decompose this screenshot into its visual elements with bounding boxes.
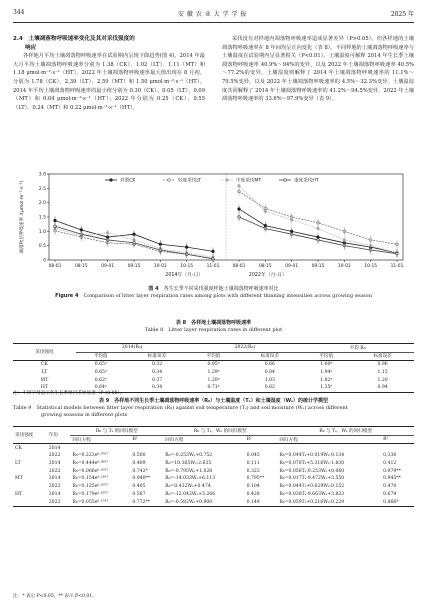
table-cell: 0.866*	[383, 499, 399, 505]
table-cell: CK	[15, 445, 22, 451]
table-cell: 2022	[48, 468, 61, 474]
y-tick-label: 3.0	[38, 172, 46, 178]
table-9	[13, 426, 414, 507]
table-8-subheader: 平均值	[206, 354, 221, 360]
table-9-subheader: R²	[132, 437, 138, 443]
table-cell: 0.409	[132, 461, 146, 467]
table-cell: 0.62ᵃ	[94, 377, 107, 383]
legend-label: 对照CK	[120, 178, 136, 184]
x-tick-label: 08-01	[232, 264, 246, 269]
table-cell: R₀=0.038Tₛ-9.663Wₛ+3.823	[279, 491, 345, 497]
legend-label: 重度采伐HT	[294, 178, 319, 184]
table-8-title-cn: 表 8 各样地土壤凋落物呼吸速率	[175, 320, 252, 326]
table-cell: 1.35ᵃ	[320, 385, 333, 391]
table-cell: 0.412	[383, 461, 397, 467]
table-row	[13, 491, 414, 499]
table-cell: R₀=0.066e⁰·¹⁶⁵ᵀ	[72, 468, 109, 474]
table-9-header: R₀ 与 Tₛ 的回归模型	[70, 427, 163, 436]
table-cell: 0.795**	[246, 476, 265, 482]
table-cell: 0.470	[383, 484, 397, 490]
table-cell: R₀=0.154e⁰·²¹⁸ᵀ	[72, 476, 109, 482]
table-cell: R₀=0.017Tₛ-9.472Wₛ+3.550	[279, 476, 345, 482]
x-tick-label: 10-01	[337, 264, 351, 269]
table-cell: 0.500	[132, 453, 146, 459]
table-8-subheader: 平均值	[319, 354, 334, 360]
table-cell: 0.742*	[132, 468, 148, 474]
table-8-subheader: 标准误差	[147, 354, 167, 360]
table-cell: R₀=0.044Tₛ+0.019Wₛ-0.134	[279, 453, 345, 459]
table-9-title-en-1: Table 9 Statistical models between litter layer respiration (R₀) against soil temperature (Tₛ) and soil moisture (Wₛ) across different	[13, 405, 348, 411]
table-cell: 0.336	[383, 453, 397, 459]
x-tick-label: 09-15	[127, 264, 141, 269]
section-title-line1: 2.4 土壤凋落物呼吸速率变化及其对采伐强度的	[13, 36, 135, 42]
table-cell: 0.65ᵃ	[94, 370, 107, 376]
table-cell: MT	[15, 476, 23, 482]
table-8-subheader: 平均值	[93, 354, 108, 360]
table-cell	[381, 444, 414, 452]
table-cell: 0.111	[246, 461, 260, 467]
section-title-line2: 响应	[25, 44, 37, 51]
table-cell: 2014	[48, 491, 61, 497]
table-cell: R₀=0.179e⁰·¹⁸⁵ᵀ	[72, 491, 109, 497]
table-9-title-en-2: growing seasons in different plots	[41, 412, 128, 418]
table-row	[13, 475, 414, 483]
left-paragraph: 各样地月平均土壤凋落物呼吸速率在试验期内呈现下降趋势(图 4)。2014 年最大月平均土壤凋落物呼吸速率分别为 1.38（CK）、1.02（LT）、1.11（MT）和 1.18 μmol·m⁻²·s⁻¹（HT）。2022 年土壤凋落物呼吸速率最大值出现在 8 月初，分别为 1.78（CK）、2.39（LT）、2.59（MT）和 1.50 μmol·m⁻²·s⁻¹（HT）。2014 年平均土壤凋落物呼吸速率的最小值分别为 0.30（CK）、0.05（LT）、0.09（MT）和 0.04 μmol·m⁻²·s⁻¹（HT）；2022 年分别为 0.25（CK）、0.55（LT）、0.24（MT）和 0.22 μmol·m⁻²·s⁻¹（HT）。	[13, 53, 205, 111]
table-9-header: R₀ 与 Tₛ、Wₛ 的回归模型	[163, 427, 277, 436]
table-cell: 1.29ᵃ	[207, 370, 220, 376]
figure-4-caption	[13, 286, 414, 300]
figure-4-chart	[13, 168, 414, 286]
x-axis-label: 2014年（月-日） 2022年（月-日）	[165, 273, 287, 278]
table-cell: 2022	[48, 499, 61, 505]
figure-4-caption-en	[13, 293, 414, 300]
table-row	[13, 483, 414, 491]
table-cell: 0.65ᵃ	[94, 362, 107, 368]
x-tick-label: 11-01	[390, 264, 404, 269]
x-tick-label: 08-15	[74, 264, 88, 269]
y-tick-label: 2.5	[38, 186, 46, 192]
table-8-note: 注：不同字母表示各生长季组内差异显著（P<0.05）。	[13, 391, 125, 396]
table-9-subheader: R²	[383, 437, 389, 443]
y-tick-label: 0.5	[38, 244, 46, 250]
table-cell: 0.62	[264, 385, 275, 391]
table-cell: 0.64ᵃ	[94, 385, 107, 391]
table-cell: R₀=0.044Tₛ+0.629Wₛ-0.152	[279, 484, 345, 490]
table-8-year-header: 2014(R₀)	[76, 344, 189, 353]
table-row	[13, 460, 414, 468]
table-row	[13, 361, 414, 369]
journal-title: 安 徽 农 业 大 学 学 报	[178, 11, 247, 18]
x-tick-label: 09-15	[311, 264, 325, 269]
left-column	[13, 35, 205, 112]
right-paragraph: 采伐没有对样地内凋落物呼吸速率造成显著差异（P>0.05）。但各样地的土壤凋落物呼吸速率在 8 年间均呈正向变化（表 8）。不同样地的土壤凋落物呼吸速率与土壤温度在试验期内呈显著相关（P<0.01）。土壤温度可解释 2014 年生长季土壤凋落物呼吸速率 40.9%～94%的变异，以及 2022 年土壤凋落物呼吸速率 40.5%～77.2%的变异。土壤湿度则解释了 2014 年土壤凋落物呼吸速率的 11.1%～79.5%变异，以及 2022 年土壤凋落物呼吸速率的 4.5%～32.3%变异。土壤温湿度共同解释了 2014 年土壤凋落物呼吸速率的 41.2%～94.5%变异，2022 年土壤凋落物呼吸速率的 33.6%～97.9%变异（表 9）。	[222, 36, 414, 103]
y-tick-label: 1.5	[38, 215, 46, 221]
x-tick-label: 09-01	[285, 264, 299, 269]
table-cell: 0.34	[152, 385, 163, 391]
table-cell: HT	[40, 385, 48, 391]
x-tick-label: 10-15	[364, 264, 378, 269]
table-cell: 1.03	[264, 377, 275, 383]
table-8-subheader: 标准误差	[373, 354, 392, 360]
y-tick-label: 0	[43, 258, 46, 264]
table-cell: 0.71ᵃ	[207, 385, 220, 391]
table-cell: 0.149	[246, 499, 260, 505]
y-axis-label: 凋落物层呼吸速率 /(μmol·m⁻²·s⁻¹)	[20, 180, 25, 254]
table-cell: R₀=0.223e⁰·⁰⁷⁸ᵀ	[72, 453, 109, 459]
table-cell: 0.37	[152, 377, 163, 383]
table-cell: R₀=-0.795Wₛ+1.028	[165, 468, 213, 474]
x-tick-label: 10-15	[180, 264, 194, 269]
table-cell: R₀=0.059Tₛ+0.216Wₛ-0.229	[279, 499, 345, 505]
table-9-title	[13, 398, 414, 419]
table-cell: 1.20ᵃ	[207, 377, 220, 383]
table-8-col-group: 采伐强度	[13, 344, 76, 361]
table-9-subheader: 回归方程	[72, 437, 91, 443]
table-cell: R₀=10.365Wₛ-2.635	[165, 461, 212, 467]
figure-4-label-en: Figure 4	[55, 293, 79, 299]
x-tick-label: 09-01	[101, 264, 115, 269]
table-cell	[130, 444, 163, 452]
table-9-subheader: R²	[246, 437, 252, 443]
table-cell	[70, 444, 130, 452]
table-cell: LT	[41, 370, 48, 376]
table-row	[13, 498, 414, 506]
table-cell: R₀=0.432Wₛ+0.474	[165, 484, 211, 490]
table-9-title-cn: 表 9 各样地不同生长季土壤凋落物呼吸速率（R₀）与土壤温度（Tₛ）和土壤湿度（Wₛ）的统计学模型	[99, 398, 328, 404]
x-tick-label: 10-01	[153, 264, 167, 269]
legend-marker	[110, 179, 113, 182]
table-cell: 0.66	[264, 362, 275, 368]
table-cell: 0.405	[132, 484, 146, 490]
table-cell	[13, 498, 47, 506]
table-cell	[245, 444, 278, 452]
table-cell: 2014	[48, 445, 61, 451]
right-column	[222, 35, 414, 104]
table-cell: R₀=0.056Tₛ-0.253Wₛ+0.060	[279, 468, 345, 474]
table-cell: HT	[15, 491, 23, 497]
table-cell: 0.045	[246, 453, 260, 459]
table-cell: 0.84	[264, 370, 275, 376]
table-cell: 0.567	[132, 491, 146, 497]
figure-4-caption-cn	[13, 286, 414, 293]
table-9-subheader: 回归方程	[165, 437, 184, 443]
table-cell	[13, 452, 47, 460]
table-cell: R₀=0.444e⁰·⁰⁸⁵ᵀ	[72, 461, 109, 467]
table-cell: R₀=0.055e⁰·¹⁷⁴ᵀ	[72, 499, 109, 505]
table-cell	[277, 444, 381, 452]
legend-label: 中度采伐MT	[236, 178, 262, 184]
figure-4-label: 图 4	[148, 286, 159, 292]
x-tick-label: 08-15	[258, 264, 272, 269]
table-cell: 0.979**	[383, 468, 401, 474]
table-9-header: R₀ 与 Tₛ、Wₛ 的回归模型	[277, 427, 414, 436]
table-row	[13, 376, 414, 384]
table-cell: 2022	[48, 484, 61, 490]
table-cell: 1.82ᵃ	[320, 377, 333, 383]
table-cell: R₀=-14.033Wₛ+6.113	[165, 476, 216, 482]
section-title	[13, 35, 205, 52]
figure-4-caption-en-text: Comparison of litter layer respiration rates among plots with different thinning intensities across growing season	[83, 293, 372, 299]
table-cell	[13, 483, 47, 491]
table-row	[13, 467, 414, 475]
table-cell: CK	[40, 362, 48, 368]
table-row	[13, 369, 414, 377]
table-cell: 0.95ᵃ	[207, 362, 220, 368]
legend-label: 轻度采伐LT	[178, 178, 202, 184]
table-cell: LT	[15, 461, 21, 467]
x-tick-label: 08-01	[48, 264, 62, 269]
table-cell: MT	[40, 377, 49, 383]
table-cell: 1.15	[377, 370, 388, 376]
table-cell: 0.940**	[132, 476, 151, 482]
table-9-note: 注：* 表示 P<0.05，** 表示 P<0.01。	[13, 594, 97, 599]
table-cell: 0.96	[377, 362, 388, 368]
table-cell: R₀=0.125e⁰·¹⁶⁵ᵀ	[72, 484, 109, 490]
legend-marker	[168, 179, 171, 182]
table-cell	[163, 444, 244, 452]
table-9-header: 采伐强度	[13, 427, 47, 444]
x-tick-label: 11-01	[206, 264, 220, 269]
table-cell: 1.20	[377, 377, 388, 383]
table-cell: 2014	[48, 476, 61, 482]
table-8-year-header: 平均 R₀	[301, 344, 414, 353]
table-cell: 0.428	[246, 491, 260, 497]
table-cell	[13, 467, 47, 475]
table-cell: 0.945**	[383, 476, 401, 482]
table-9-header: 年份	[47, 427, 71, 444]
table-cell: 2014	[48, 461, 61, 467]
table-8-title	[13, 320, 414, 334]
table-cell: R₀=0.076Tₛ+5.316Wₛ-1.830	[279, 461, 345, 467]
table-8-subheader: 标准误差	[260, 354, 280, 360]
table-cell: 0.323	[246, 468, 260, 474]
table-cell: 0.94	[377, 385, 388, 391]
table-cell: 1.60ᵃ	[320, 362, 333, 368]
table-cell: 0.772**	[132, 499, 151, 505]
table-8-year-header: 2022(R₀)	[189, 344, 302, 353]
table-cell: 1.94ᵃ	[320, 370, 333, 376]
figure-4-caption-cn-text: 各生长季不同采伐强度样地土壤凋落物呼吸速率对比	[163, 286, 279, 292]
legend-marker	[284, 179, 287, 182]
table-cell: 2022	[48, 453, 61, 459]
table-cell: 0.32	[152, 362, 163, 368]
header-rule	[13, 22, 414, 23]
y-tick-label: 2.0	[38, 201, 46, 207]
legend-marker	[226, 179, 229, 182]
y-tick-label: 1.0	[38, 229, 46, 235]
table-cell: 0.679	[383, 491, 397, 497]
table-8	[13, 343, 414, 393]
running-header	[13, 9, 414, 19]
table-cell: R₀=-0.253Wₛ+0.752	[165, 453, 213, 459]
page-number: 344	[13, 9, 25, 16]
table-8-title-en: Table 8 Litter layer respiration rates in different plot	[144, 327, 283, 333]
table-9-subheader: 回归方程	[279, 437, 298, 443]
issue-year: 2025 年	[390, 11, 414, 18]
table-row	[13, 452, 414, 460]
table-cell: 0.34	[152, 370, 163, 376]
table-row	[13, 444, 414, 452]
table-cell: R₀=-12.042Wₛ+5.266	[165, 491, 216, 497]
table-cell: R₀=-0.582Wₛ+0.900	[165, 499, 213, 505]
table-cell: 0.104	[246, 484, 260, 490]
